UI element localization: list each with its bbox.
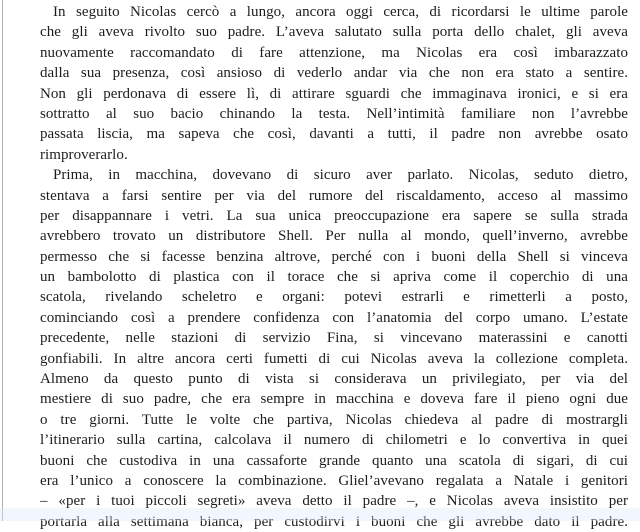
text-line: In seguito Nicolas cercò a lungo, ancora oggi cerca, di ricordarsi le ultime parole (53, 4, 628, 20)
text-line: gonfiabili. In altre ancora certi fumetti di cui Nicolas aveva la collezione completa. (40, 350, 628, 367)
text-line: l’itinerario sulla cartina, calcolava il numero di chilometri e lo convertiva in quei (40, 432, 628, 449)
paragraph (40, 2, 628, 165)
paragraph (40, 165, 628, 532)
text-line: stentava a farsi sentire per via del rumore del riscaldamento, acceso al massimo (40, 187, 628, 204)
text-line: nuovamente raccomandato di fare attenzione, ma Nicolas era così imbarazzato (40, 44, 628, 61)
text-line: avrebbero trovato un distributore Shell. Per nulla al mondo, quell’inverno, avrebbe (40, 228, 628, 245)
text-line: Prima, in macchina, dovevano di sicuro aver parlato. Nicolas, seduto dietro, (53, 167, 628, 184)
text-line: portarla alla settimana bianca, per custodirvi i buoni che gli avrebbe dato il padre. (40, 513, 628, 530)
text-line: Non gli perdonava di essere lì, di attirare sguardi che immaginava ironici, e si era (40, 85, 628, 102)
text-line: che gli aveva rivolto suo padre. L’aveva salutato sulla porta dello chalet, gli aveva (40, 24, 628, 41)
text-line: rimproverarlo. (40, 146, 128, 163)
text-line: Almeno da questo punto di vista si considerava un privilegiato, per via del (40, 371, 628, 388)
text-line: passata liscia, ma sapeva che così, davanti a tutti, il padre non avrebbe osato (40, 126, 628, 143)
text-line: era l’unico a conoscere la combinazione. Gliel’avevano regalata a Natale i genitori (40, 472, 628, 489)
text-line: o tre giorni. Tutte le volte che partiva, Nicolas chiedeva al padre di mostrargli (40, 411, 628, 428)
text-line: sottratto al suo bacio chinando la testa. Nell’intimità familiare non l’avrebbe (40, 105, 628, 122)
text-line: – «per i tuoi piccoli segreti» aveva detto il padre –, e Nicolas aveva insistito per (40, 493, 628, 510)
text-line: dalla sua presenza, così ansioso di vederlo andar via che non era stato a sentire. (40, 65, 628, 82)
text-block (40, 2, 628, 532)
text-line: per disappannare i vetri. La sua unica preoccupazione era sapere se sulla strada (40, 207, 628, 224)
text-line: scatola, rivelando scheletro e organi: potevi estrarli e rimetterli a posto, (40, 289, 628, 306)
page-left-border (2, 0, 3, 521)
text-line: cominciando così a prendere confidenza con l’anatomia del corpo umano. L’estate (40, 309, 628, 326)
text-line: un bambolotto di plastica con il torace che si apriva come il coperchio di una (40, 269, 628, 286)
text-line: permesso che si facesse benzina altrove, perché con i buoni della Shell si vinceva (40, 248, 628, 265)
text-line: precedente, nelle stazioni di servizio Fina, si vincevano materassini e canotti (40, 330, 628, 347)
text-line: buoni che custodiva in una cassaforte grande quanto una scatola di sigari, di cui (40, 452, 628, 469)
text-line: mestiere di suo padre, che era sempre in macchina e doveva fare il pieno ogni due (40, 391, 628, 408)
